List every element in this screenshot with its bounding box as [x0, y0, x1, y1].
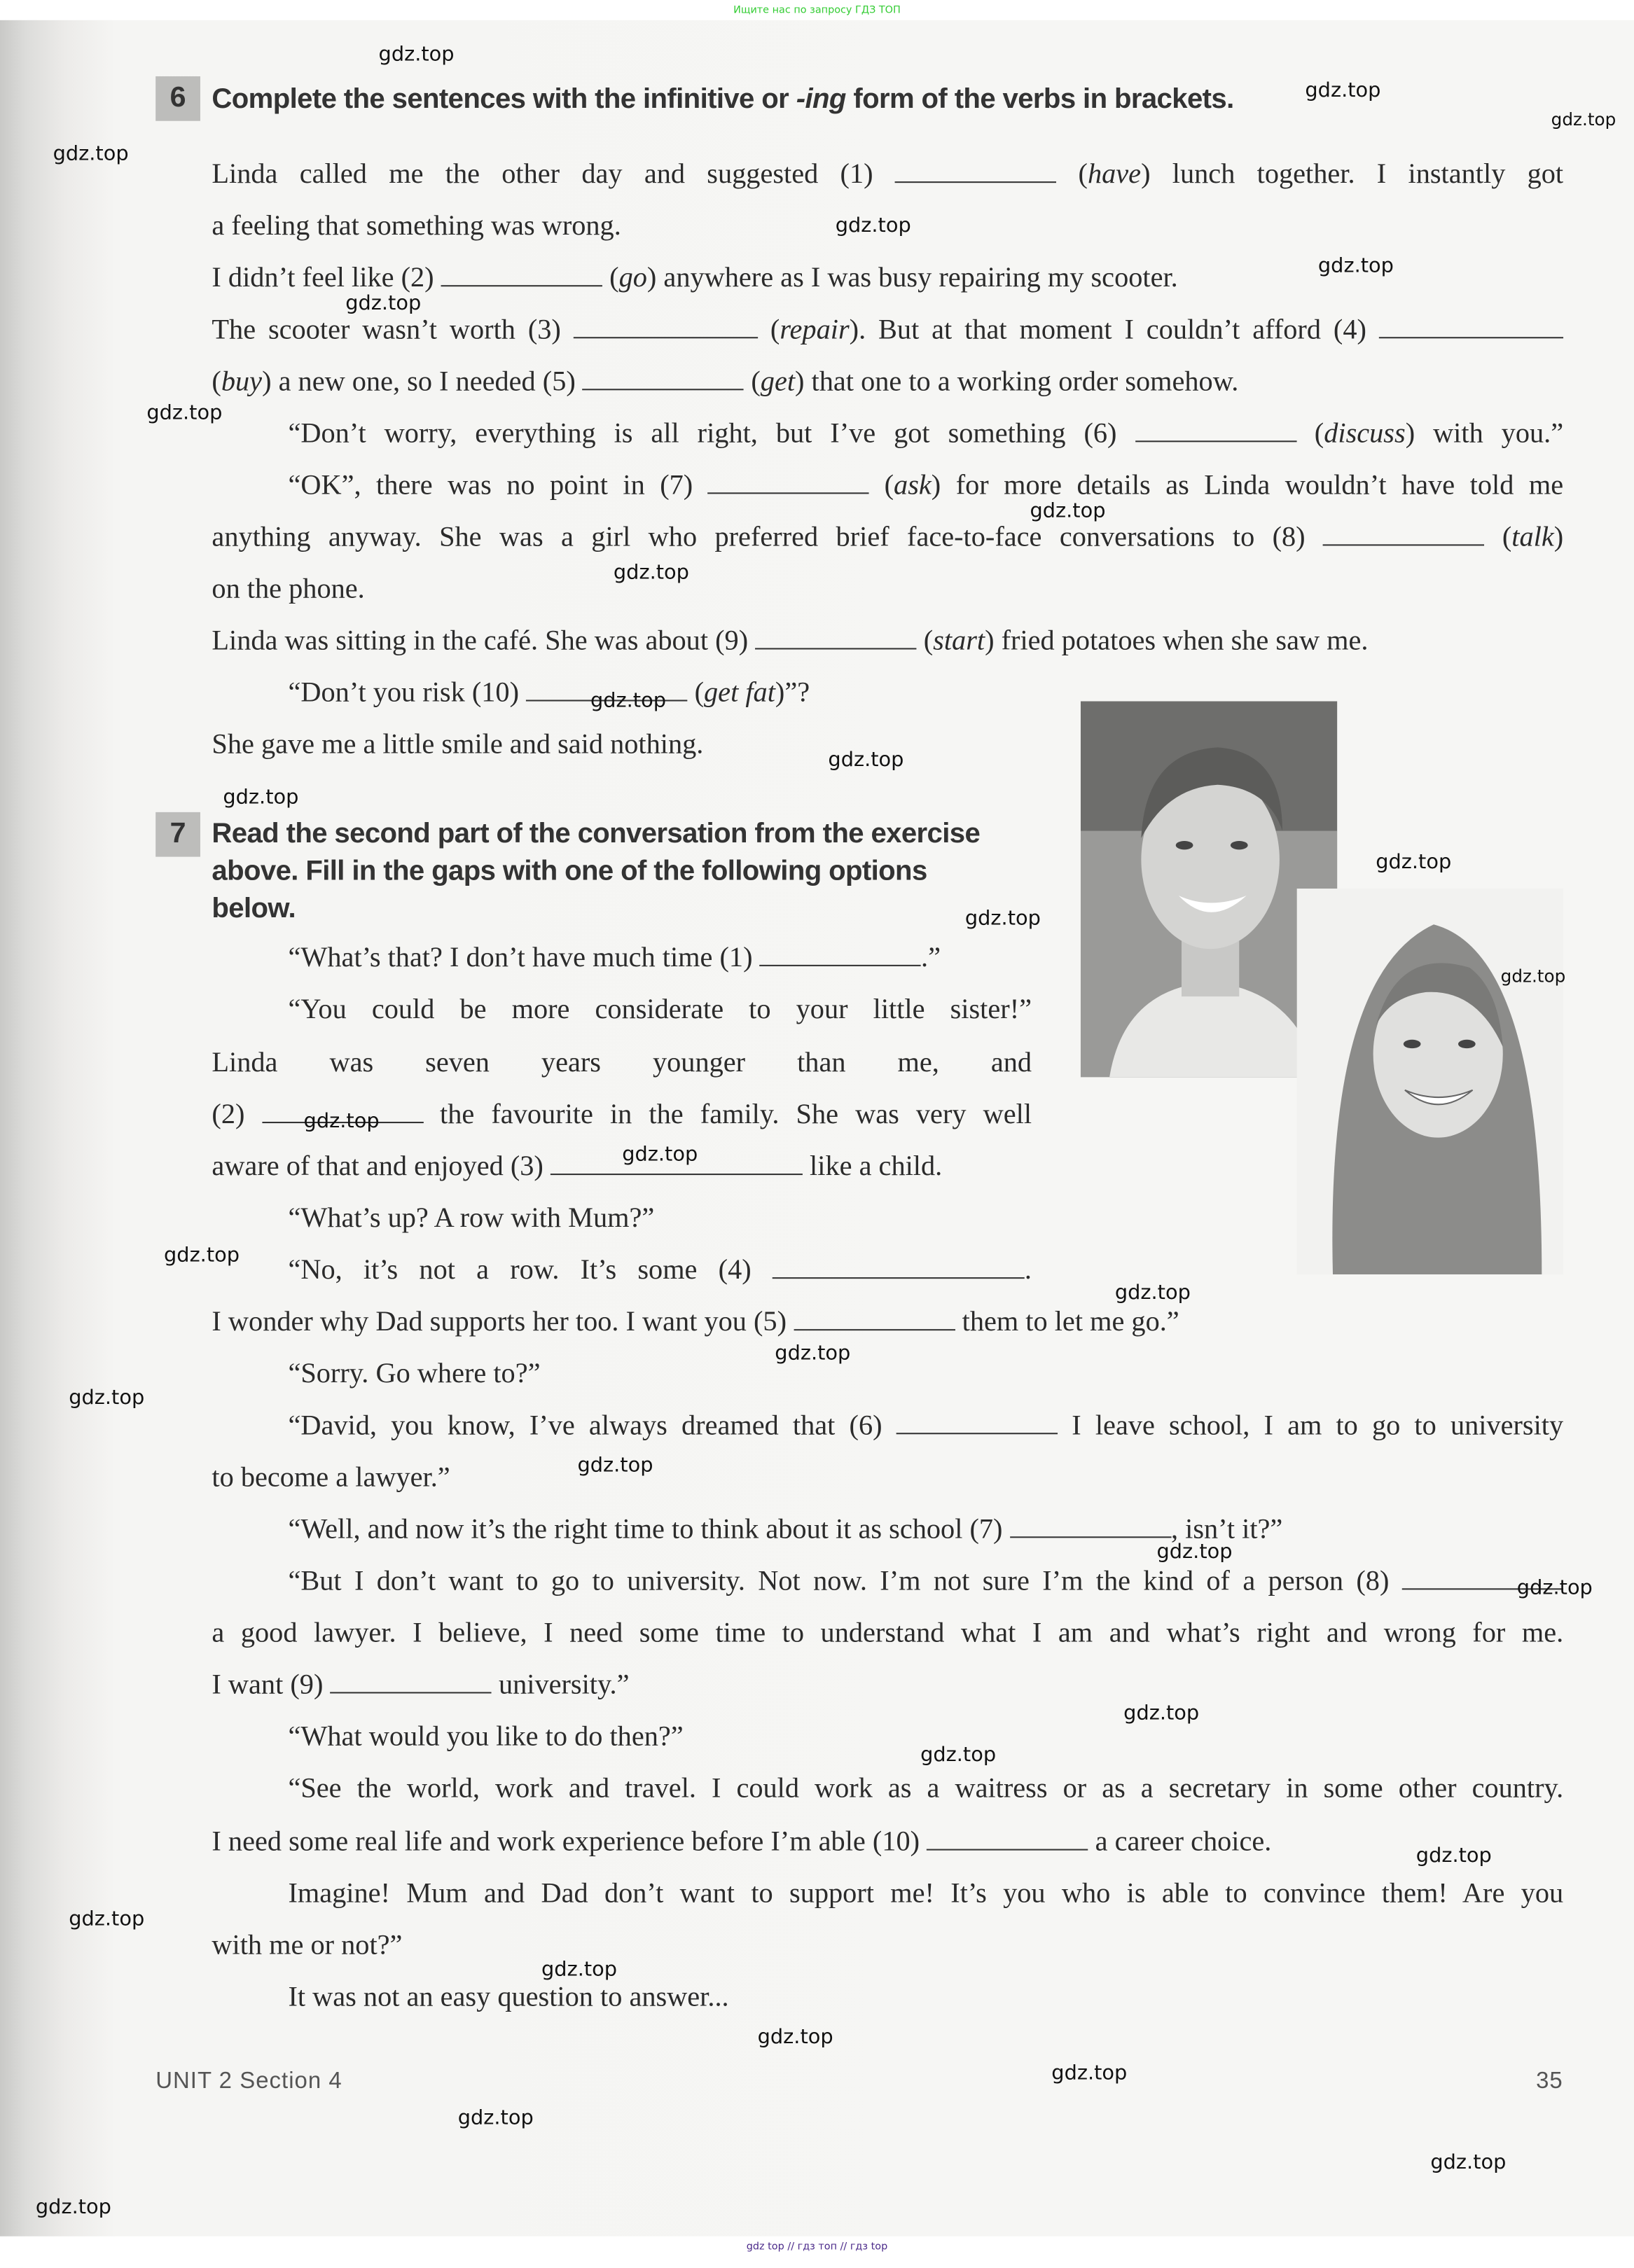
exercise-6-number: 6: [155, 76, 200, 121]
instruction-text: -ing: [796, 83, 846, 116]
text-line: “You could be more considerate to your little sister!”: [288, 995, 1032, 1026]
page-number: 35: [1536, 2069, 1563, 2094]
watermark: gdz.top: [920, 1744, 997, 1767]
answer-blank[interactable]: [1010, 1513, 1171, 1538]
watermark: gdz.top: [541, 1958, 618, 1982]
answer-blank[interactable]: [773, 1254, 1025, 1279]
text-line: “OK”, there was no point in (7) (ask) for more details as Linda wouldn’t have told me: [288, 469, 1563, 503]
answer-blank[interactable]: [1135, 417, 1296, 442]
watermark: gdz.top: [1030, 499, 1106, 523]
text-line: on the phone.: [212, 574, 365, 605]
text-line: a good lawyer. I believe, I need some time to understand what I am and what’s right and wrong for me.: [212, 1618, 1564, 1649]
text-line: Linda called me the other day and suggested (1) (have) lunch together. I instantly got: [212, 158, 1563, 193]
watermark: gdz.top: [1051, 2061, 1128, 2085]
answer-blank[interactable]: [1379, 314, 1563, 338]
exercise-7-number: 7: [155, 812, 200, 857]
text-line: It was not an easy question to answer...: [288, 1982, 729, 2013]
photo-young-woman: [1297, 889, 1564, 1274]
text-line: aware of that and enjoyed (3) like a child.: [212, 1150, 942, 1185]
watermark: gdz.top: [1551, 109, 1616, 130]
exercise-7-instruction-line: above. Fill in the gaps with one of the following options: [212, 855, 927, 887]
section-label: Section 4: [240, 2069, 342, 2094]
text-line: “But I don’t want to go to university. Not now. I’m not sure I’m the kind of a person (8): [288, 1565, 1563, 1599]
text-line: “Sorry. Go where to?”: [288, 1359, 541, 1390]
instruction-text: form of the verbs in brackets.: [845, 83, 1234, 116]
text-line: “What’s that? I don’t have much time (1) .”: [288, 942, 941, 976]
text-line: “Don’t worry, everything is all right, but I’ve got something (6) (discuss) with you.”: [288, 417, 1563, 452]
verb-hint: repair: [780, 315, 850, 346]
verb-hint: start: [933, 626, 985, 657]
text-line: (2) the favourite in the family. She was very well: [212, 1099, 1032, 1133]
verb-hint: talk: [1511, 522, 1554, 553]
answer-blank[interactable]: [441, 262, 602, 286]
text-line: with me or not?”: [212, 1930, 403, 1961]
watermark: gdz.top: [1430, 2151, 1507, 2175]
watermark: gdz.top: [69, 1907, 145, 1931]
watermark: gdz.top: [775, 1342, 851, 1365]
answer-blank[interactable]: [896, 1410, 1058, 1434]
text-line: to become a lawyer.”: [212, 1463, 450, 1494]
unit-label: UNIT 2: [155, 2069, 233, 2094]
watermark: gdz.top: [69, 1386, 145, 1410]
watermark: gdz.top: [1516, 1576, 1593, 1600]
watermark: gdz.top: [577, 1454, 653, 1477]
answer-blank[interactable]: [574, 314, 758, 338]
text-line: She gave me a little smile and said nothing.: [212, 730, 704, 760]
text-line: “See the world, work and travel. I could work as a waitress or as a secretary in some other country.: [288, 1774, 1564, 1804]
watermark: gdz.top: [613, 562, 689, 585]
watermark: gdz.top: [457, 2106, 534, 2130]
instruction-text: Complete the sentences with the infinitive or: [212, 83, 796, 116]
watermark: gdz.top: [53, 142, 129, 166]
text-line: Imagine! Mum and Dad don’t want to support me! It’s you who is able to convince them! Are you: [288, 1879, 1564, 1909]
text-line: “David, you know, I’ve always dreamed that (6) I leave school, I am to go to university: [288, 1410, 1563, 1444]
watermark: gdz.top: [378, 43, 455, 67]
answer-blank[interactable]: [755, 625, 916, 650]
watermark: gdz.top: [303, 1110, 380, 1134]
answer-blank[interactable]: [583, 366, 744, 390]
answer-blank[interactable]: [330, 1669, 491, 1693]
watermark: gdz.top: [964, 907, 1041, 931]
answer-blank[interactable]: [794, 1306, 955, 1330]
watermark: gdz.top: [828, 749, 904, 772]
text-line: The scooter wasn’t worth (3) (repair). But at that moment I couldn’t afford (4): [212, 314, 1563, 348]
verb-hint: discuss: [1324, 419, 1406, 450]
text-line: I want (9) university.”: [212, 1669, 629, 1703]
answer-blank[interactable]: [895, 158, 1056, 183]
answer-blank[interactable]: [760, 942, 921, 966]
top-note: Ищите нас по запросу ГДЗ ТОП: [733, 4, 901, 16]
text-line: a feeling that something was wrong.: [212, 211, 621, 242]
watermark: gdz.top: [1156, 1540, 1233, 1564]
text-line: Linda was sitting in the café. She was about (9) (start) fried potatoes when she saw me.: [212, 625, 1368, 660]
text-line: I didn’t feel like (2) (go) anywhere as I was busy repairing my scooter.: [212, 262, 1177, 296]
text-line: “No, it’s not a row. It’s some (4) .: [288, 1254, 1032, 1288]
text-line: “Well, and now it’s the right time to think about it as school (7) , isn’t it?”: [288, 1513, 1282, 1547]
watermark: gdz.top: [622, 1143, 698, 1167]
bottom-note: gdz top // гдз топ // гдз top: [746, 2240, 888, 2253]
answer-blank[interactable]: [1323, 521, 1484, 545]
verb-hint: get fat: [704, 678, 775, 709]
text-line: I wonder why Dad supports her too. I want you (5) them to let me go.”: [212, 1306, 1179, 1340]
answer-blank[interactable]: [708, 469, 869, 494]
text-line: “What would you like to do then?”: [288, 1722, 684, 1753]
watermark: gdz.top: [1376, 851, 1452, 875]
exercise-7-instruction-line: Read the second part of the conversation from the exercise: [212, 818, 981, 850]
exercise-7-instruction-line: below.: [212, 893, 296, 925]
watermark: gdz.top: [835, 214, 911, 238]
text-line: “What’s up? A row with Mum?”: [288, 1204, 655, 1234]
watermark: gdz.top: [164, 1244, 240, 1267]
text-line: (buy) a new one, so I needed (5) (get) that one to a working order somehow.: [212, 366, 1238, 400]
watermark: gdz.top: [1114, 1281, 1191, 1305]
verb-hint: go: [618, 263, 647, 294]
footer-unit: [155, 2069, 342, 2095]
verb-hint: buy: [221, 367, 263, 398]
watermark: gdz.top: [590, 690, 667, 713]
watermark: gdz.top: [345, 292, 422, 316]
text-line: Linda was seven years younger than me, and: [212, 1048, 1032, 1079]
exercise-6-instruction: [212, 81, 1233, 118]
watermark: gdz.top: [35, 2196, 111, 2220]
verb-hint: ask: [894, 471, 932, 501]
watermark: gdz.top: [757, 2026, 833, 2050]
watermark: gdz.top: [223, 786, 299, 809]
watermark: gdz.top: [1123, 1702, 1200, 1725]
text-line: anything anyway. She was a girl who preferred brief face-to-face conversations to (8) (talk): [212, 521, 1563, 555]
verb-hint: get: [760, 367, 796, 398]
verb-hint: have: [1087, 160, 1142, 190]
watermark: gdz.top: [1305, 79, 1381, 103]
answer-blank[interactable]: [927, 1826, 1088, 1851]
watermark: gdz.top: [1415, 1844, 1492, 1868]
text-line: “Don’t you risk (10) (get fat)”?: [288, 677, 810, 711]
watermark: gdz.top: [146, 401, 223, 425]
woman-portrait-icon: [1297, 889, 1564, 1274]
watermark: gdz.top: [1500, 966, 1566, 987]
watermark: gdz.top: [1317, 255, 1394, 278]
text-line: I need some real life and work experience before I’m able (10) a career choice.: [212, 1826, 1271, 1860]
